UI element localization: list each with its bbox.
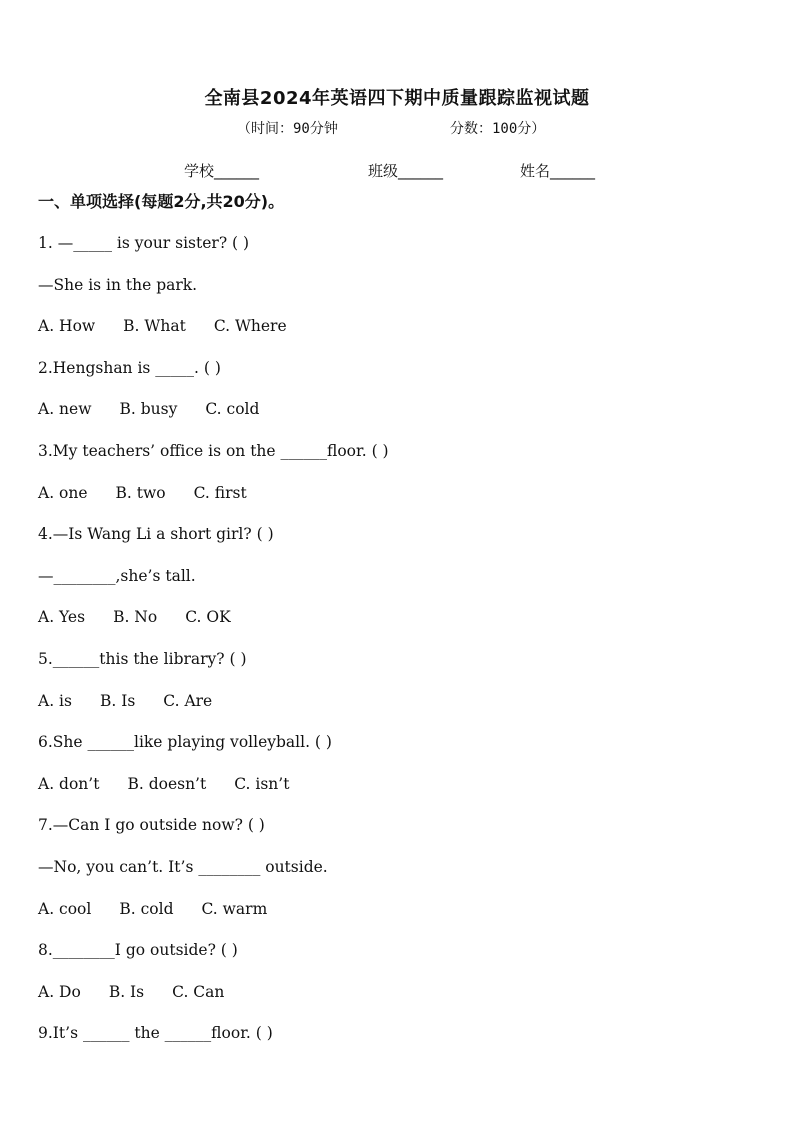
options-line [38, 981, 758, 1023]
option: B. No [113, 608, 158, 627]
option: C. Can [172, 982, 225, 1001]
options-line [38, 398, 758, 440]
options-line [38, 773, 758, 815]
question-line: 9.It’s ______ the ______floor. ( ) [38, 1024, 273, 1043]
question-line: 6.She ______like playing volleyball. ( ) [38, 733, 332, 752]
option: C. OK [185, 608, 231, 627]
option: A. How [38, 317, 96, 336]
question-list [38, 232, 758, 1064]
option: C. first [193, 483, 247, 502]
option: B. Is [108, 982, 145, 1001]
option: B. Is [99, 691, 136, 710]
option: A. don’t [38, 774, 100, 793]
option: C. isn’t [234, 774, 290, 793]
question-line: 3.My teachers’ office is on the ______floor. ( ) [38, 441, 389, 460]
options-line [38, 606, 758, 648]
answer-line: —No, you can’t. It’s ________ outside. [38, 857, 328, 876]
question-line: 5.______this the library? ( ) [38, 649, 247, 668]
option: A. is [38, 691, 72, 710]
option: C. Are [163, 691, 213, 710]
options-line [38, 315, 758, 357]
option: B. doesn’t [127, 774, 207, 793]
question-line: 1. —_____ is your sister? ( ) [38, 234, 250, 252]
question-line: 2.Hengshan is _____. ( ) [38, 358, 221, 377]
total-score: 分数：100分） [450, 121, 546, 137]
option: B. cold [119, 899, 174, 918]
option: B. two [115, 483, 166, 502]
school-field: 学校______ [184, 162, 260, 180]
answer-line: —She is in the park. [38, 275, 198, 294]
option: C. warm [201, 899, 268, 918]
option: C. Where [213, 317, 287, 336]
options-line [38, 482, 758, 524]
section-heading: 一、单项选择(每题2分,共20分)。 [38, 192, 285, 211]
option: A. one [38, 483, 88, 502]
question-line: 4.—Is Wang Li a short girl? ( ) [38, 525, 274, 544]
name-field: 姓名______ [520, 162, 596, 180]
option: B. busy [119, 400, 178, 419]
question-line: 8.________I go outside? ( ) [38, 941, 238, 960]
class-field: 班级______ [368, 162, 444, 180]
option: B. What [123, 317, 186, 336]
exam-title: 全南县2024年英语四下期中质量跟踪监视试题 [204, 88, 590, 109]
options-line [38, 690, 758, 732]
option: A. Yes [38, 608, 86, 627]
question-line: 7.—Can I go outside now? ( ) [38, 816, 265, 835]
option: A. new [38, 400, 92, 419]
option: A. Do [38, 982, 81, 1001]
option: A. cool [38, 899, 92, 918]
options-line [38, 898, 758, 940]
answer-line: —________,she’s tall. [38, 566, 196, 585]
option: C. cold [205, 400, 260, 419]
time-limit: （时间：90分钟 [237, 121, 338, 137]
